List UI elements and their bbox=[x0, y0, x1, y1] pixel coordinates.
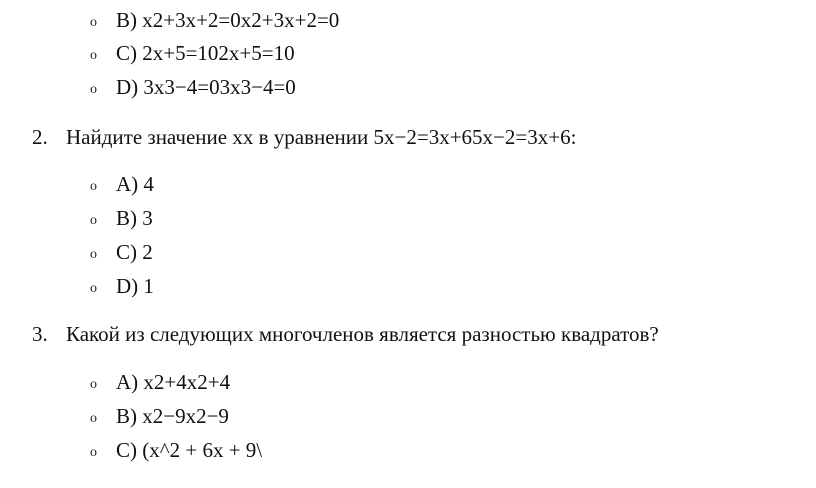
option-text: D) 1 bbox=[116, 273, 154, 298]
question-number: 2. bbox=[32, 124, 48, 149]
option-text: B) x2+3x+2=0x2+3x+2=0 bbox=[116, 7, 340, 32]
bullet-icon: o bbox=[90, 411, 97, 426]
question-text: Какой из следующих многочленов является разностью квадратов? bbox=[66, 321, 659, 346]
question-2 bbox=[32, 120, 576, 154]
bullet-icon: o bbox=[90, 213, 97, 228]
bullet-icon: o bbox=[90, 281, 97, 296]
q1-option-d[interactable] bbox=[90, 71, 296, 103]
q2-option-c[interactable] bbox=[90, 236, 153, 268]
bullet-icon: o bbox=[90, 247, 97, 262]
bullet-icon: o bbox=[90, 445, 97, 460]
option-text: D) 3x3−4=03x3−4=0 bbox=[116, 74, 296, 99]
q2-option-d[interactable] bbox=[90, 270, 154, 302]
q2-option-b[interactable] bbox=[90, 202, 153, 234]
option-text: C) 2 bbox=[116, 239, 153, 264]
option-text: C) (x^2 + 6x + 9\ bbox=[116, 437, 263, 462]
option-text: A) 4 bbox=[116, 171, 154, 196]
bullet-icon: o bbox=[90, 15, 97, 30]
question-3 bbox=[32, 317, 659, 351]
q3-option-a[interactable] bbox=[90, 366, 230, 398]
bullet-icon: o bbox=[90, 377, 97, 392]
q2-option-a[interactable] bbox=[90, 168, 154, 200]
q1-option-c[interactable] bbox=[90, 37, 295, 69]
q1-option-b[interactable] bbox=[90, 4, 339, 36]
question-text: Найдите значение xx в уравнении 5x−2=3x+65x−2=3x+6: bbox=[66, 124, 577, 149]
option-text: A) x2+4x2+4 bbox=[116, 369, 231, 394]
option-text: C) 2x+5=102x+5=10 bbox=[116, 40, 295, 65]
bullet-icon: o bbox=[90, 179, 97, 194]
question-number: 3. bbox=[32, 321, 48, 346]
q3-option-b[interactable] bbox=[90, 400, 229, 432]
bullet-icon: o bbox=[90, 48, 97, 63]
option-text: B) 3 bbox=[116, 205, 153, 230]
bullet-icon: o bbox=[90, 82, 97, 97]
option-text: B) x2−9x2−9 bbox=[116, 403, 229, 428]
q3-option-c[interactable] bbox=[90, 434, 262, 466]
